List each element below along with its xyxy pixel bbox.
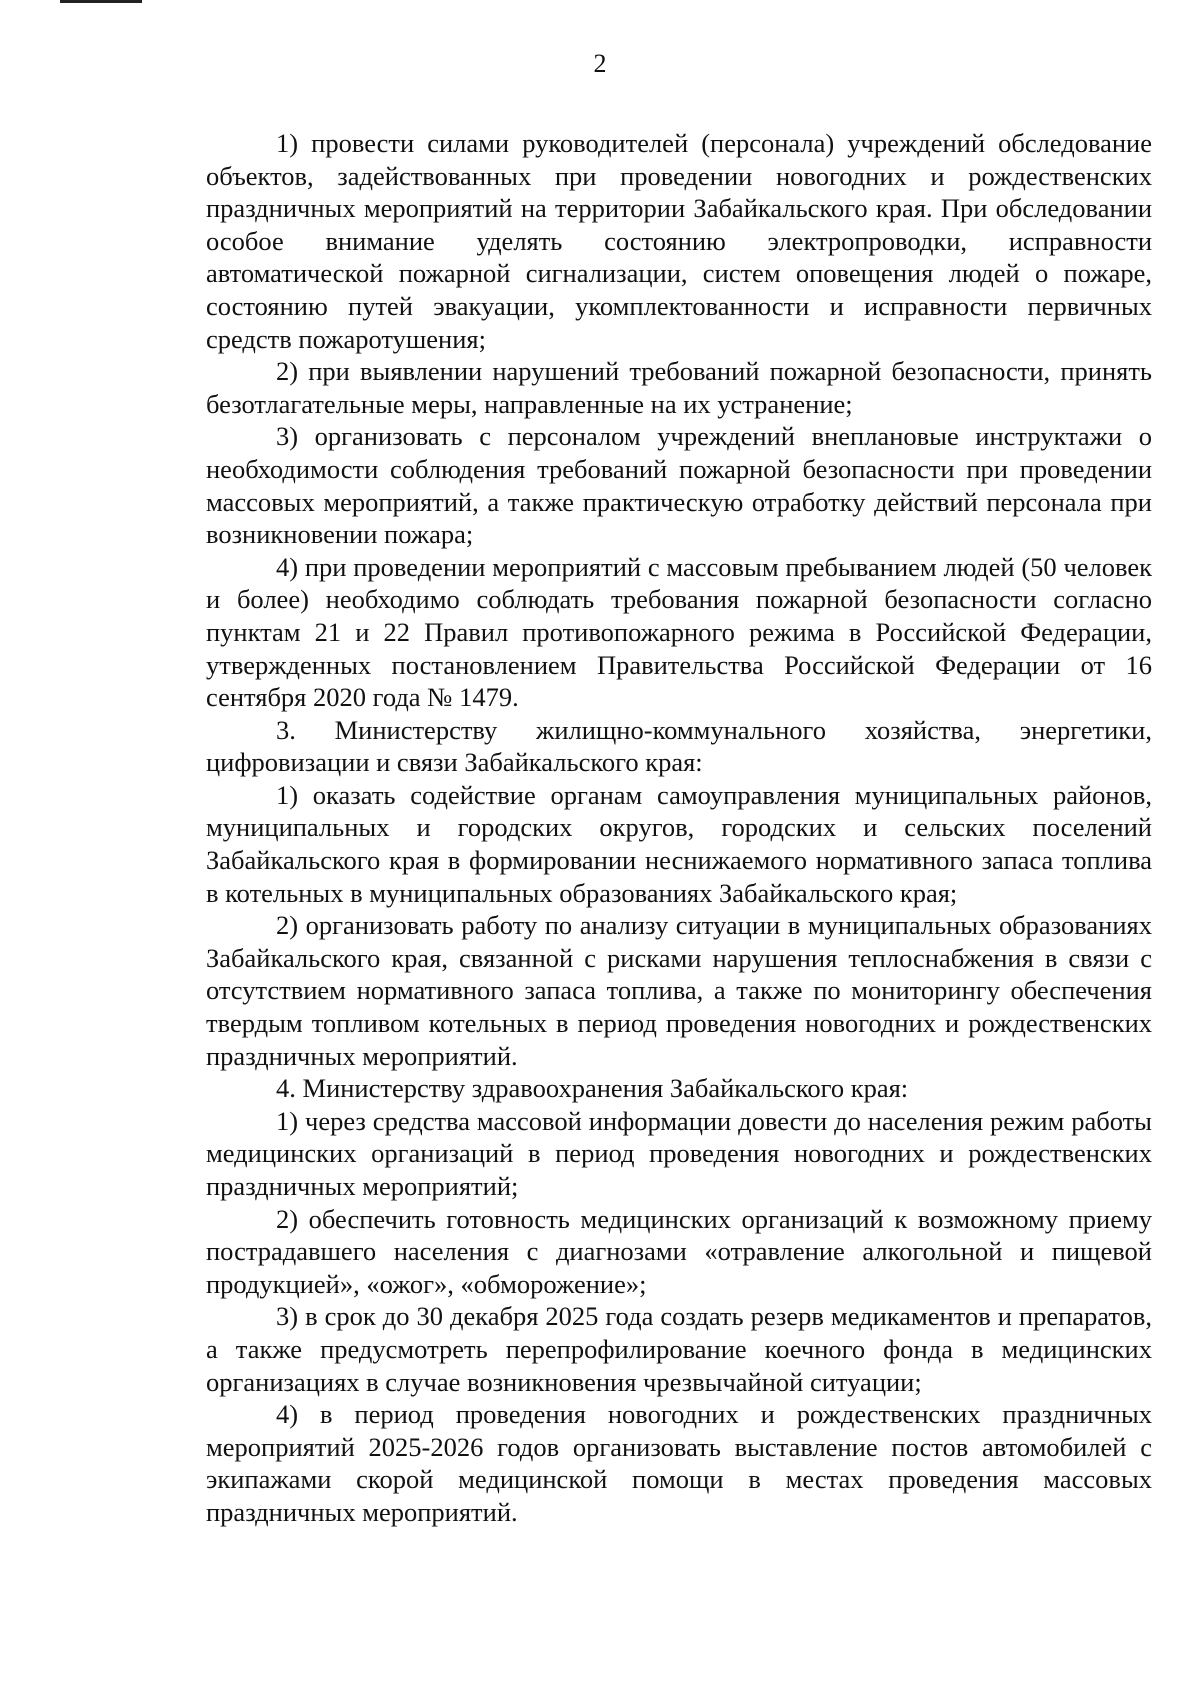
document-body — [206, 127, 1152, 1529]
paragraph-readiness: 2) обеспечить готовность медицинских организаций к возможному приему пострадавшего населения с диагнозами «отравление алкогольной и пищевой продукцией», «ожог», «обморожение»; — [206, 1203, 1152, 1299]
paragraph-fuel-reserve: 1) оказать содействие органам самоуправления муниципальных районов, муниципальных и городских округов, городских и сельских поселений Забайкальского края в формировании неснижаемого нормативного запаса топлива в котельных в муниципальных образованиях Забайкальского края; — [206, 779, 1152, 908]
paragraph-briefings: 3) организовать с персоналом учреждений внеплановые инструктажи о необходимости соблюдения требований пожарной безопасности при проведении массовых мероприятий, а также практическую отработку действий персонала при возникновении пожара; — [206, 421, 1152, 550]
top-rule — [60, 0, 142, 3]
paragraph-medicine-reserve: 3) в срок до 30 декабря 2025 года создать резерв медикаментов и препаратов, а также предусмотреть перепрофилирование коечного фонда в медицинских организациях в случае возникновения чрезвычайной ситуации; — [206, 1301, 1152, 1397]
paragraph-mass-events: 4) при проведении мероприятий с массовым пребыванием людей (50 человек и более) необходимо соблюдать требования пожарной безопасности согласно пунктам 21 и 22 Правил противопожарного режима в Российской Федерации, утвержденных постановлением Правительства Российской Федерации от 16 сентября 2020 года № 1479. — [206, 551, 1152, 713]
paragraph-fix-violations: 2) при выявлении нарушений требований пожарной безопасности, принять безотлагательные меры, направленные на их устранение; — [206, 356, 1152, 419]
paragraph-ministry-health: 4. Министерству здравоохранения Забайкальского края: — [276, 1073, 909, 1104]
paragraph-media-schedule: 1) через средства массовой информации довести до населения режим работы медицинских организаций в период проведения новогодних и рождественских праздничных мероприятий; — [206, 1105, 1152, 1201]
paragraph-heat-supply: 2) организовать работу по анализу ситуации в муниципальных образованиях Забайкальского края, связанной с рисками нарушения теплоснабжения в связи с отсутствием нормативного запаса топлива, а также по мониторингу обеспечения твердым топливом котельных в период проведения новогодних и рождественских праздничных мероприятий. — [206, 910, 1152, 1071]
paragraph-ministry-housing: 3. Министерству жилищно-коммунального хозяйства, энергетики, цифровизации и связи Забайкальского края: — [206, 714, 1152, 778]
page-number: 2 — [593, 49, 607, 78]
paragraph-inspect-objects: 1) провести силами руководителей (персонала) учреждений обследование объектов, задействованных при проведении новогодних и рождественских праздничных мероприятий на территории Забайкальского края. При обследовании особое внимание уделять состоянию электропроводки, исправности автоматической пожарной сигнализации, систем оповещения людей о пожаре, состоянию путей эвакуации, укомплектованности и исправности первичных средств пожаротушения; — [206, 128, 1152, 354]
paragraph-ambulance-posts: 4) в период проведения новогодних и рождественских праздничных мероприятий 2025-2026 годов организовать выставление постов автомобилей с экипажами скорой медицинской помощи в местах проведения массовых праздничных мероприятий. — [206, 1399, 1152, 1527]
